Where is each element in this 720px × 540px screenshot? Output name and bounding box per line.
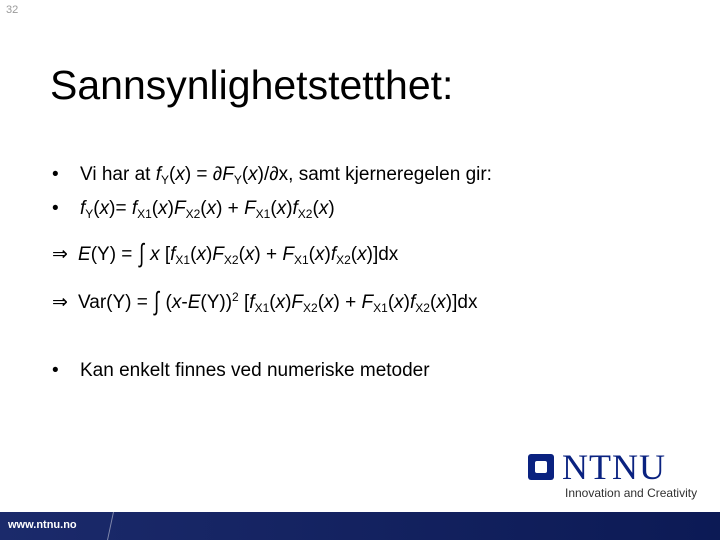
bullet-line-1: [52, 164, 492, 186]
implies-arrow-icon: ⇒: [52, 244, 68, 265]
formula-text: x: [357, 244, 367, 265]
formula-text: )]dx: [445, 292, 478, 313]
subscript: X2: [297, 207, 313, 221]
formula-text: -: [181, 292, 188, 313]
formula-text: x: [196, 244, 206, 265]
formula-text: )/∂x, samt kjerneregelen gir:: [257, 164, 492, 185]
formula-text: x: [175, 164, 185, 185]
slide-number: 32: [6, 4, 19, 16]
formula-text: ): [286, 198, 293, 219]
subscript: X1: [137, 207, 152, 221]
formula-text: x: [158, 198, 168, 219]
formula-text: ): [167, 198, 174, 219]
formula-text: x: [171, 292, 182, 313]
formula-text: )]dx: [366, 244, 399, 265]
formula-text: x: [324, 292, 334, 313]
formula-text: (: [270, 198, 277, 219]
formula-text: ) +: [333, 292, 362, 313]
formula-text: F: [244, 198, 256, 219]
logo-tagline: Innovation and Creativity: [565, 486, 698, 500]
implication-expected-value: [52, 238, 398, 269]
integral-sign: ∫: [138, 238, 144, 268]
subscript: X2: [185, 207, 201, 221]
formula-text: E: [187, 292, 201, 313]
formula-text: [: [238, 292, 250, 313]
formula-text: x: [244, 244, 255, 265]
formula-text: x: [318, 198, 329, 219]
subscript: X1: [373, 301, 388, 315]
subscript: X2: [415, 301, 430, 315]
formula-text: F: [173, 198, 186, 219]
formula-text: f: [80, 198, 86, 219]
formula-text: ) = ∂: [184, 164, 223, 185]
formula-text: F: [222, 164, 234, 185]
subscript: X2: [223, 253, 239, 267]
formula-text: [: [159, 244, 171, 265]
formula-text: (: [317, 292, 325, 313]
formula-text: F: [291, 292, 304, 313]
formula-text: ): [403, 292, 410, 313]
subscript: X2: [336, 253, 351, 267]
logo-name: NTNU: [562, 447, 666, 487]
subscript: Y: [233, 173, 242, 187]
formula-text: f: [155, 164, 161, 185]
formula-text: ) +: [216, 198, 245, 219]
formula-text: (: [269, 292, 276, 313]
formula-text: ): [285, 292, 292, 313]
formula-text: x: [394, 292, 404, 313]
ntnu-logo: [528, 447, 698, 502]
formula-text: F: [282, 244, 294, 265]
formula-text: Vi har at: [80, 164, 156, 185]
logo-square-icon: [528, 454, 554, 480]
formula-text: ): [328, 198, 335, 219]
formula-text: F: [212, 244, 224, 265]
formula-text: (: [350, 244, 358, 265]
formula-text: x: [206, 198, 217, 219]
formula-text: (: [241, 164, 249, 185]
formula-text: ): [205, 244, 213, 265]
footer-bar: [0, 512, 720, 540]
subscript: Y: [85, 207, 94, 221]
implication-variance: [52, 286, 477, 317]
formula-text: (: [387, 292, 395, 313]
formula-text: x: [276, 198, 287, 219]
formula-text: Var(Y) =: [78, 292, 154, 313]
formula-text: x: [275, 292, 286, 313]
bullet-line-2: [52, 198, 335, 220]
bullet-line-numeric: [52, 360, 430, 382]
subscript: X1: [175, 253, 191, 267]
formula-text: f: [170, 244, 176, 265]
formula-text: f: [131, 198, 138, 219]
subscript: X1: [254, 301, 270, 315]
formula-text: x: [99, 198, 110, 219]
formula-text: (: [160, 292, 172, 313]
formula-text: (: [190, 244, 197, 265]
subscript: X1: [255, 207, 271, 221]
formula-text: x: [248, 164, 258, 185]
subscript: Y: [160, 173, 169, 187]
slide-title: Sannsynlighetstetthet:: [50, 62, 454, 108]
formula-text: (: [151, 198, 159, 219]
integral-sign: ∫: [154, 286, 160, 316]
formula-text: f: [409, 292, 416, 313]
superscript: 2: [232, 290, 239, 304]
formula-text: (: [308, 244, 315, 265]
formula-text: x: [436, 292, 446, 313]
formula-text: Kan enkelt finnes ved numeriske metoder: [80, 360, 430, 381]
formula-text: (: [312, 198, 319, 219]
formula-text: )=: [109, 198, 132, 219]
footer-url[interactable]: www.ntnu.no: [8, 519, 77, 531]
implies-arrow-icon: ⇒: [52, 292, 68, 313]
footer-divider-mark: [107, 512, 126, 540]
formula-text: (: [93, 198, 100, 219]
formula-text: (Y) =: [90, 244, 138, 265]
subscript: X1: [293, 253, 309, 267]
formula-text: x: [315, 244, 325, 265]
formula-text: (Y)): [200, 292, 233, 313]
formula-text: (: [169, 164, 176, 185]
formula-text: ): [324, 244, 331, 265]
bullet-marker: •: [52, 198, 59, 219]
formula-text: E: [78, 244, 91, 265]
formula-text: f: [249, 292, 255, 313]
formula-text: (: [200, 198, 207, 219]
formula-text: ) +: [254, 244, 283, 265]
formula-text: (: [429, 292, 437, 313]
formula-text: (: [238, 244, 245, 265]
formula-text: x: [150, 244, 160, 265]
formula-text: f: [330, 244, 337, 265]
formula-text: F: [361, 292, 374, 313]
subscript: X2: [303, 301, 318, 315]
bullet-marker: •: [52, 360, 59, 381]
formula-text: f: [292, 198, 298, 219]
bullet-marker: •: [52, 164, 59, 185]
